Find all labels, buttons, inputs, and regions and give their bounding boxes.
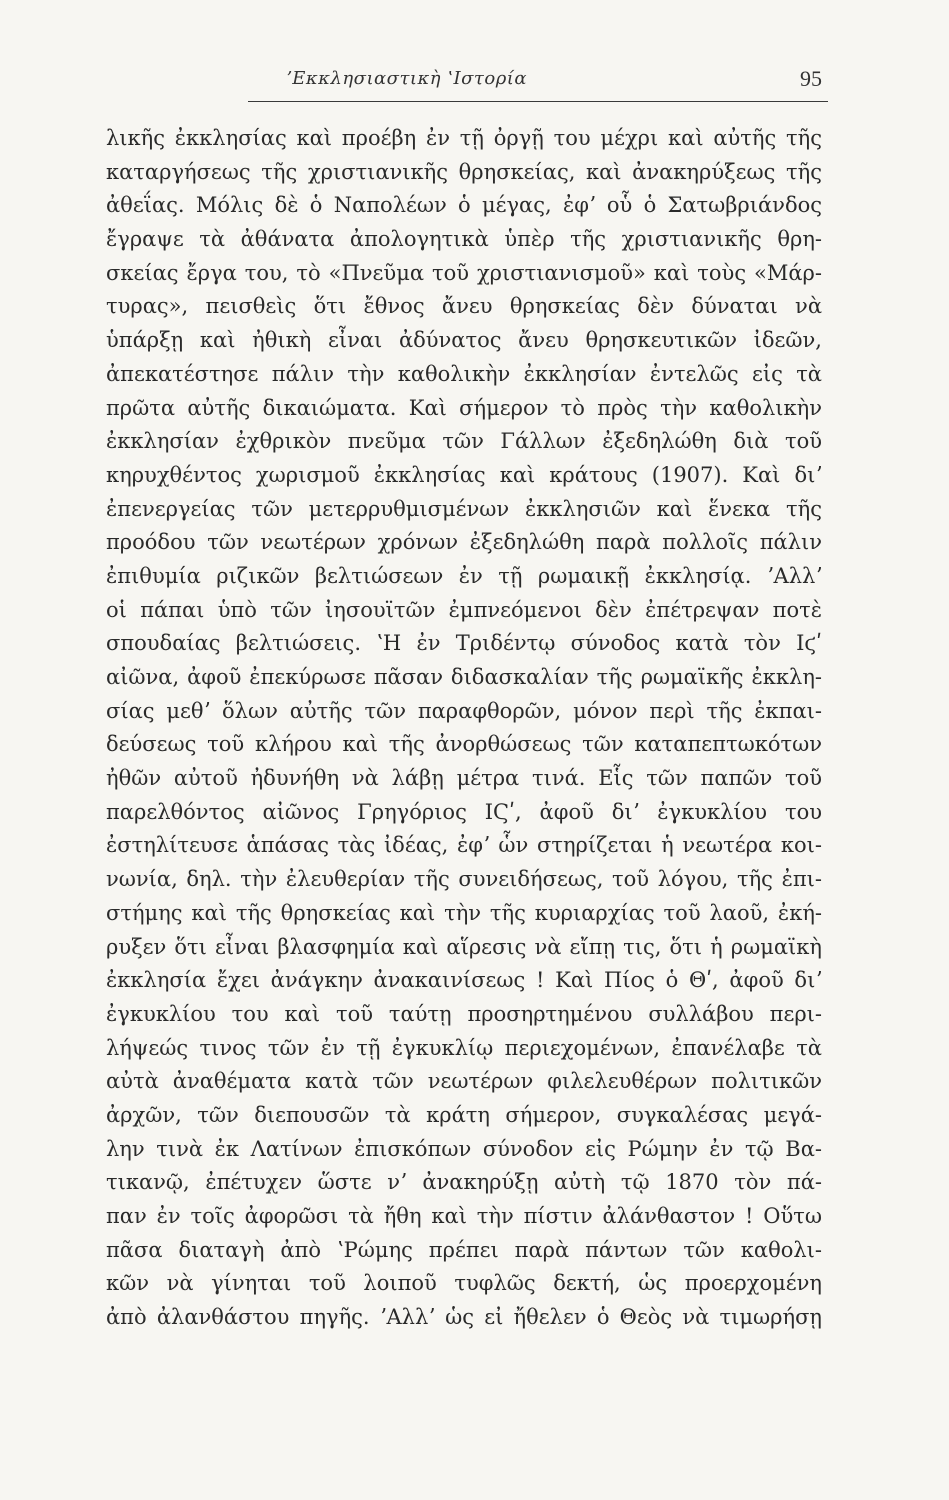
text-line: ἀρχῶν, τῶν διεπουσῶν τὰ κράτη σήμερον, συγκαλέσας μεγά-: [106, 1102, 822, 1127]
text-line: παρελθόντος αἰῶνος Γρηγόριος ΙϚʹ, ἀφοῦ διʼ ἐγκυκλίου του: [106, 799, 822, 824]
text-line: ἐπιθυμία ριζικῶν βελτιώσεων ἐν τῇ ρωμαικῇ ἐκκλησίᾳ. ʼΑλλʼ: [106, 563, 822, 588]
text-line: κηρυχθέντος χωρισμοῦ ἐκκλησίας καὶ κράτους (1907). Καὶ διʼ: [106, 462, 822, 487]
text-line: δεύσεως τοῦ κλήρου καὶ τῆς ἀνορθώσεως τῶν καταπεπτωκότων: [106, 732, 822, 757]
text-line: λήψεώς τινος τῶν ἐν τῇ ἐγκυκλίῳ περιεχομένων, ἐπανέλαβε τὰ: [106, 1035, 822, 1060]
text-line: στήμης καὶ τῆς θρησκείας καὶ τὴν τῆς κυριαρχίας τοῦ λαοῦ, ἐκή-: [106, 900, 822, 925]
text-line: παν ἐν τοῖς ἀφορῶσι τὰ ἤθη καὶ τὴν πίστιν ἀλάνθαστον ! Οὕτω: [106, 1204, 822, 1228]
text-line: ἀπὸ ἀλανθάστου πηγῆς. ʼΑλλʼ ὡς εἰ ἤθελεν ὁ Θεὸς νὰ τιμωρήσῃ: [106, 1305, 822, 1330]
text-line: ἠθῶν αὐτοῦ ἠδυνήθη νὰ λάβῃ μέτρα τινά. Εἷς τῶν παπῶν τοῦ: [106, 766, 822, 791]
text-line: λικῆς ἐκκλησίας καὶ προέβη ἐν τῇ ὀργῇ του μέχρι καὶ αὐτῆς τῆς: [106, 126, 822, 150]
text-line: σίας μεθʼ ὅλων αὐτῆς τῶν παραφθορῶν, μόνον περὶ τῆς ἐκπαι-: [106, 698, 822, 723]
text-line: καταργήσεως τῆς χριστιανικῆς θρησκείας, καὶ ἀνακηρύξεως τῆς: [106, 159, 822, 184]
text-line: τικανῷ, ἐπέτυχεν ὥστε νʼ ἀνακηρύξῃ αὐτὴ τῷ 1870 τὸν πά-: [106, 1170, 822, 1195]
text-line: αὐτὰ ἀναθέματα κατὰ τῶν νεωτέρων φιλελευθέρων πολιτικῶν: [106, 1069, 822, 1094]
text-line: προόδου τῶν νεωτέρων χρόνων ἐξεδηλώθη παρὰ πολλοῖς πάλιν: [106, 530, 822, 555]
header-rule: [248, 101, 828, 102]
text-line: κῶν νὰ γίνηται τοῦ λοιποῦ τυφλῶς δεκτή, ὡς προερχομένη: [106, 1271, 822, 1296]
page-header: [250, 62, 822, 96]
text-line: οἱ πάπαι ὑπὸ τῶν ἰησουϊτῶν ἐμπνεόμενοι δὲν ἐπέτρεψαν ποτὲ: [106, 597, 822, 622]
text-line: ἀπεκατέστησε πάλιν τὴν καθολικὴν ἐκκλησίαν ἐντελῶς εἰς τὰ: [106, 361, 822, 386]
text-line: ἐστηλίτευσε ἁπάσας τὰς ἰδέας, ἐφʼ ὧν στηρίζεται ἡ νεωτέρα κοι-: [106, 833, 822, 858]
text-line: ρυξεν ὅτι εἶναι βλασφημία καὶ αἵρεσις νὰ εἴπῃ τις, ὅτι ἡ ρωμαϊκὴ: [106, 934, 822, 959]
text-line: σπουδαίας βελτιώσεις. ʽΗ ἐν Τριδέντῳ σύνοδος κατὰ τὸν Ιϛʹ: [106, 631, 822, 656]
text-line: τυρας», πεισθεὶς ὅτι ἔθνος ἄνευ θρησκείας δὲν δύναται νὰ: [106, 294, 822, 319]
body-text: [106, 122, 822, 1335]
text-line: σκείας ἔργα του, τὸ «Πνεῦμα τοῦ χριστιανισμοῦ» καὶ τοὺς «Μάρ-: [106, 260, 822, 285]
text-line: νωνία, δηλ. τὴν ἐλευθερίαν τῆς συνειδήσεως, τοῦ λόγου, τῆς ἐπι-: [106, 867, 822, 892]
text-line: ἐκκλησία ἔχει ἀνάγκην ἀνακαινίσεως ! Καὶ Πίος ὁ Θʹ, ἀφοῦ διʼ: [106, 968, 822, 993]
text-line: ὑπάρξῃ καὶ ἠθικὴ εἶναι ἀδύνατος ἄνευ θρησκευτικῶν ἰδεῶν,: [106, 328, 822, 353]
text-line: ἀθεΐας. Μόλις δὲ ὁ Ναπολέων ὁ μέγας, ἐφʼ οὗ ὁ Σατωβριάνδος: [106, 193, 822, 218]
text-line: ἐγκυκλίου του καὶ τοῦ ταύτῃ προσηρτημένου συλλάβου περι-: [106, 1001, 822, 1026]
page-number: 95: [800, 66, 822, 91]
text-line: πρῶτα αὐτῆς δικαιώματα. Καὶ σήμερον τὸ πρὸς τὴν καθολικὴν: [106, 395, 822, 420]
text-line: ἐπενεργείας τῶν μετερρυθμισμένων ἐκκλησιῶν καὶ ἕνεκα τῆς: [106, 496, 822, 521]
running-title: ʼΕκκλησιαστικὴ ʽΙστορία: [286, 68, 527, 89]
text-line: αἰῶνα, ἀφοῦ ἐπεκύρωσε πᾶσαν διδασκαλίαν τῆς ρωμαϊκῆς ἐκκλη-: [106, 665, 822, 689]
text-line: ἐκκλησίαν ἐχθρικὸν πνεῦμα τῶν Γάλλων ἐξεδηλώθη διὰ τοῦ: [106, 429, 822, 454]
text-line: λην τινὰ ἐκ Λατίνων ἐπισκόπων σύνοδον εἰς Ρώμην ἐν τῷ Βα-: [106, 1136, 822, 1161]
text-line: πᾶσα διαταγὴ ἀπὸ ʽΡώμης πρέπει παρὰ πάντων τῶν καθολι-: [106, 1237, 822, 1262]
text-line: ἔγραψε τὰ ἀθάνατα ἀπολογητικὰ ὑπὲρ τῆς χριστιανικῆς θρη-: [106, 227, 822, 252]
